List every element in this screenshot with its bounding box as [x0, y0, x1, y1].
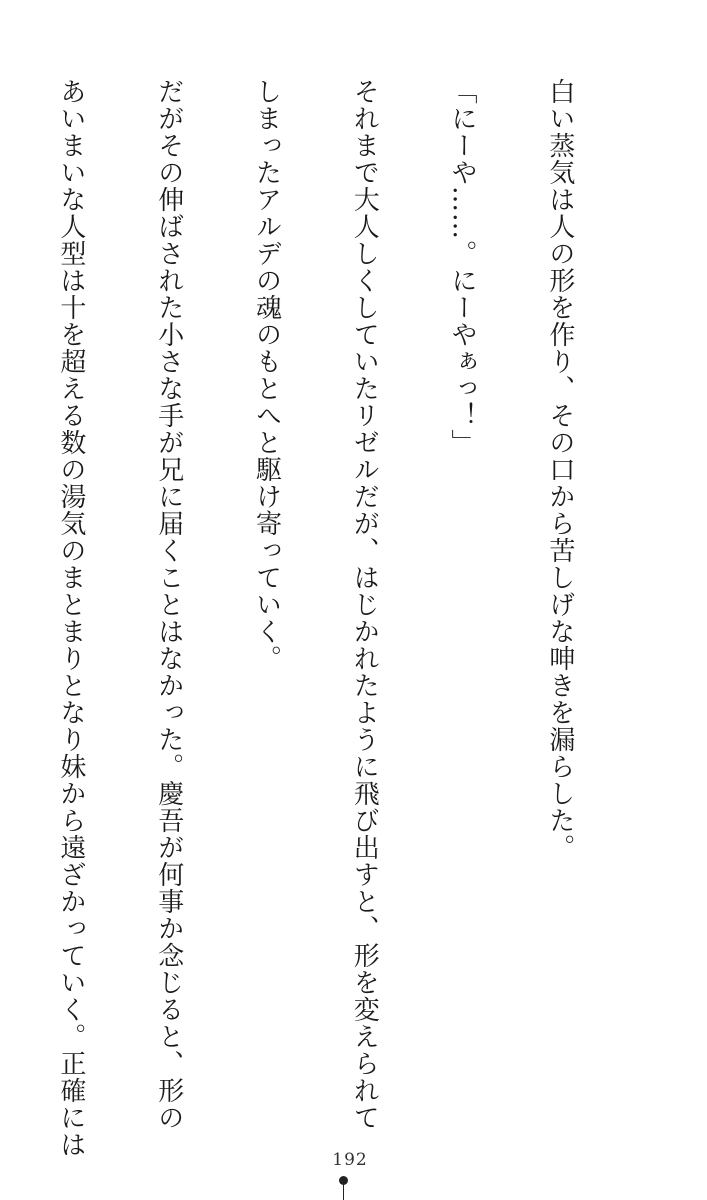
text-line: あいまいな人型は十を超える数の湯気のまとまりとなり妹から遠ざかっていく。正確には [55, 78, 86, 1158]
text-line: だがその伸ばされた小さな手が兄に届くことはなかった。慶吾が何事か念じると、形の [153, 78, 184, 1131]
text-line: それまで大人しくしていたリゼルだが、はじかれたように飛び出すと、形を変えられて [349, 78, 380, 1131]
text-line: 「にーや……。にーやぁっ！」 [447, 78, 478, 456]
vertical-text-body [0, 78, 641, 1158]
text-line: 白い蒸気は人の形を作り、その口から苦しげな呻きを漏らした。 [544, 78, 575, 861]
text-line: しまったアルデの魂のもとへと駆け寄っていく。 [251, 78, 282, 672]
page-number: 192 [332, 1150, 368, 1170]
page-marker-line [343, 1184, 344, 1200]
